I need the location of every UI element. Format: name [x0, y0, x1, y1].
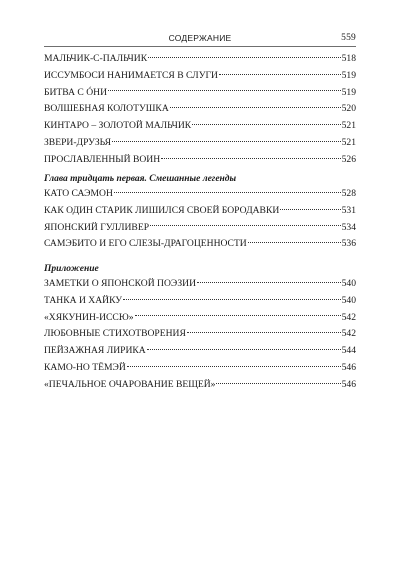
- dot-leader: [108, 90, 341, 91]
- toc-entry-title: КАК ОДИН СТАРИК ЛИШИЛСЯ СВОЕЙ БОРОДАВКИ: [44, 204, 280, 216]
- running-header: [44, 33, 356, 47]
- toc-entry-title: МАЛЬЧИК-С-ПАЛЬЧИК: [44, 53, 148, 64]
- toc-entry-title: «ПЕЧАЛЬНОЕ ОЧАРОВАНИЕ ВЕЩЕЙ»: [44, 378, 216, 390]
- toc-entry[interactable]: [44, 293, 356, 310]
- toc-entry-title: «ХЯКУНИН-ИССЮ»: [44, 311, 134, 323]
- toc-entry-page: 542: [341, 311, 356, 323]
- toc-entry-title: БИТВА С ÓНИ: [44, 86, 108, 98]
- dot-leader: [150, 225, 341, 226]
- toc-entry[interactable]: [44, 51, 356, 68]
- toc-section-2: [44, 172, 356, 253]
- section-heading: Глава тридцать первая. Смешанные легенды: [44, 174, 237, 184]
- toc-section-1: [44, 51, 356, 169]
- toc-entry-page: 534: [341, 221, 356, 233]
- toc-entry[interactable]: [44, 85, 356, 102]
- toc-entry[interactable]: [44, 326, 356, 343]
- toc-entry-page: 546: [341, 361, 356, 373]
- toc-entry[interactable]: [44, 186, 356, 203]
- toc-entry-page: 519: [341, 86, 356, 98]
- toc-entry[interactable]: [44, 118, 356, 135]
- toc-entry[interactable]: [44, 203, 356, 220]
- toc-entry[interactable]: [44, 360, 356, 377]
- dot-leader: [192, 124, 340, 125]
- dot-leader: [114, 192, 341, 193]
- toc-entry[interactable]: [44, 101, 356, 118]
- toc-entry-page: 542: [341, 328, 356, 340]
- toc-entry-title: КАМО-НО ТЁМЭЙ: [44, 361, 126, 373]
- dot-leader: [127, 366, 341, 367]
- toc-entry-title: ПРОСЛАВЛЕННЫЙ ВОИН: [44, 153, 161, 165]
- toc-entry-title: КИНТАРО – ЗОЛОТОЙ МАЛЬЧИК: [44, 120, 192, 132]
- toc-entry-title: ТАНКА И ХАЙКУ: [44, 294, 123, 306]
- dot-leader: [112, 141, 341, 142]
- dot-leader: [187, 332, 341, 333]
- toc-entry-page: 528: [341, 188, 356, 199]
- toc-entry[interactable]: [44, 220, 356, 237]
- dot-leader: [216, 383, 340, 384]
- toc-entry-page: 536: [341, 238, 356, 250]
- dot-leader: [147, 349, 341, 350]
- toc-entry-title: ЗВЕРИ-ДРУЗЬЯ: [44, 136, 112, 148]
- toc-entry[interactable]: [44, 236, 356, 253]
- toc-entry-page: 521: [341, 120, 356, 132]
- toc-entry-title: ПЕЙЗАЖНАЯ ЛИРИКА: [44, 345, 146, 357]
- toc-entry-page: 521: [341, 136, 356, 148]
- page-number: 559: [341, 33, 356, 43]
- toc-entry[interactable]: [44, 276, 356, 293]
- toc-entry[interactable]: [44, 135, 356, 152]
- toc-entry-page: 540: [341, 278, 356, 289]
- toc-entry-title: ИССУМБОСИ НАНИМАЕТСЯ В СЛУГИ: [44, 69, 218, 81]
- toc-entry[interactable]: [44, 377, 356, 394]
- dot-leader: [248, 242, 341, 243]
- toc-entry-page: 526: [341, 153, 356, 165]
- dot-leader: [170, 107, 341, 108]
- header-rule: [44, 46, 356, 47]
- toc-entry-page: 544: [341, 345, 356, 357]
- toc-entry-page: 518: [341, 53, 356, 64]
- toc-entry-title: ЛЮБОВНЫЕ СТИХОТВОРЕНИЯ: [44, 328, 186, 340]
- toc-entry-page: 540: [341, 294, 356, 306]
- toc-entry-page: 519: [341, 69, 356, 81]
- toc-entry-title: КАТО САЭМОН: [44, 188, 113, 199]
- dot-leader: [280, 209, 340, 210]
- toc-entry-page: 520: [341, 103, 356, 115]
- toc-entry-title: ВОЛШЕБНАЯ КОЛОТУШКА: [44, 103, 169, 115]
- toc-entry[interactable]: [44, 152, 356, 169]
- section-heading: Приложение: [44, 264, 99, 274]
- toc-entry[interactable]: [44, 310, 356, 327]
- dot-leader: [161, 158, 340, 159]
- dot-leader: [197, 282, 341, 283]
- dot-leader: [123, 299, 341, 300]
- dot-leader: [135, 315, 341, 316]
- dot-leader: [148, 57, 340, 58]
- toc-section-3: [44, 262, 356, 394]
- toc-entry-title: САМЭБИТО И ЕГО СЛЕЗЫ-ДРАГОЦЕННОСТИ: [44, 238, 247, 250]
- toc-entry-title: ЯПОНСКИЙ ГУЛЛИВЕР: [44, 221, 150, 233]
- toc-entry[interactable]: [44, 343, 356, 360]
- toc-entry[interactable]: [44, 68, 356, 85]
- dot-leader: [219, 74, 341, 75]
- toc-entry-page: 546: [341, 378, 356, 390]
- running-header-title: СОДЕРЖАНИЕ: [168, 33, 232, 43]
- toc-entry-page: 531: [341, 204, 356, 216]
- toc-entry-title: ЗАМЕТКИ О ЯПОНСКОЙ ПОЭЗИИ: [44, 278, 197, 289]
